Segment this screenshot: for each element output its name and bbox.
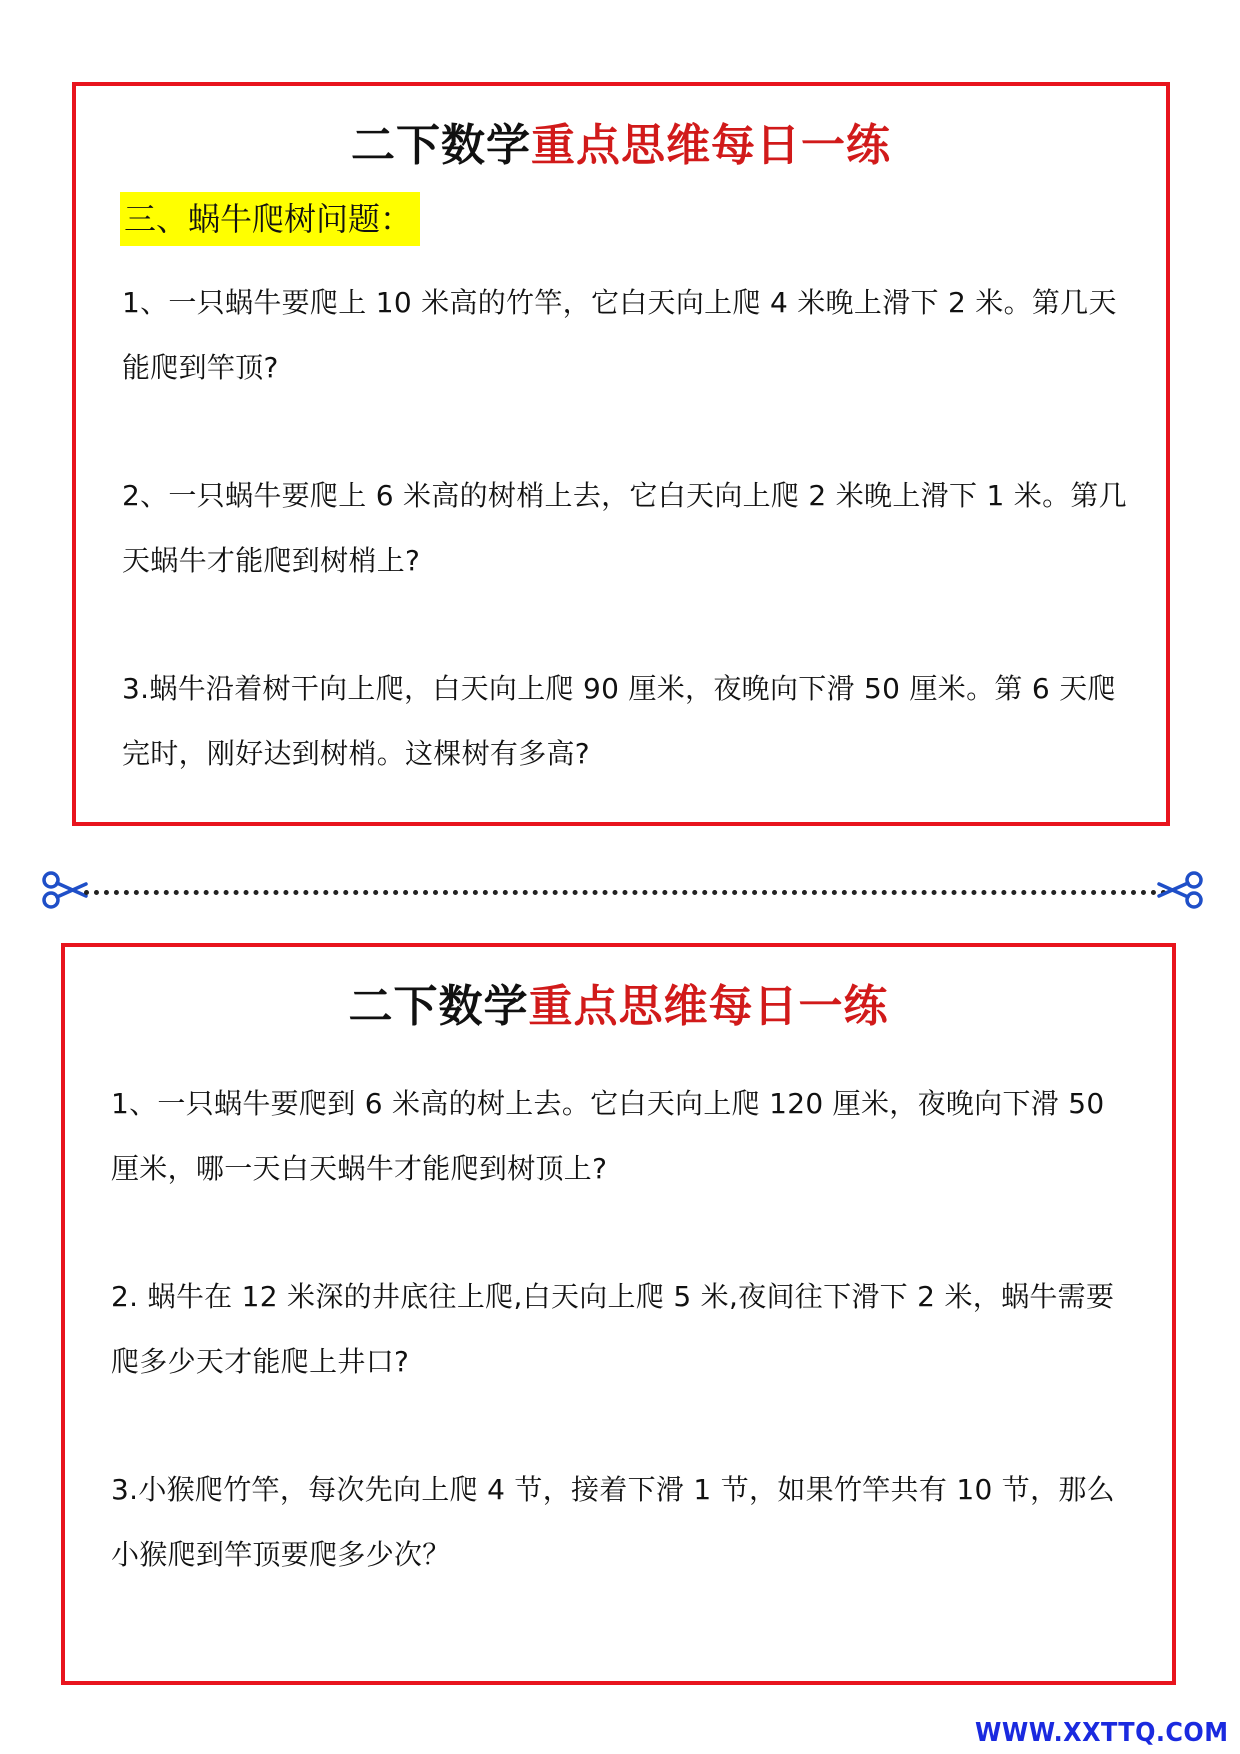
title-highlight: 重点思维每日一练 [528,981,889,1032]
watermark-url: WWW.XXTTQ.COM [974,1718,1228,1748]
cut-line [40,870,1205,910]
card-title [76,116,1166,176]
problem-item: 2、一只蜗牛要爬上 6 米高的树梢上去，它白天向上爬 2 米晚上滑下 1 米。第几天蜗牛才能爬到树梢上? [122,479,1127,577]
dotted-line [84,890,1167,895]
problem-item: 1、一只蜗牛要爬上 10 米高的竹竿，它白天向上爬 4 米晚上滑下 2 米。第几天能爬到竿顶? [122,286,1117,384]
title-prefix: 二下数学 [351,120,531,171]
scissors-icon [40,870,90,910]
problem-item: 1、一只蜗牛要爬到 6 米高的树上去。它白天向上爬 120 厘米，夜晚向下滑 50 厘米，哪一天白天蜗牛才能爬到树顶上? [111,1087,1105,1185]
title-highlight: 重点思维每日一练 [531,120,891,171]
problem-item: 3.小猴爬竹竿，每次先向上爬 4 节，接着下滑 1 节，如果竹竿共有 10 节，那么小猴爬到竿顶要爬多少次？ [111,1473,1115,1571]
problem-item: 3.蜗牛沿着树干向上爬，白天向上爬 90 厘米，夜晚向下滑 50 厘米。第 6 天爬完时，刚好达到树梢。这棵树有多高? [122,672,1116,770]
problem-list [122,270,1128,849]
worksheet-card-2 [61,943,1176,1685]
section-heading: 三、蜗牛爬树问题： [120,192,420,246]
card-title [65,977,1172,1037]
problem-list [111,1071,1134,1650]
worksheet-card-1 [72,82,1170,826]
problem-item: 2. 蜗牛在 12 米深的井底往上爬,白天向上爬 5 米,夜间往下滑下 2 米，蜗牛需要爬多少天才能爬上井口? [111,1280,1115,1378]
scissors-icon [1155,870,1205,910]
title-prefix: 二下数学 [348,981,529,1032]
